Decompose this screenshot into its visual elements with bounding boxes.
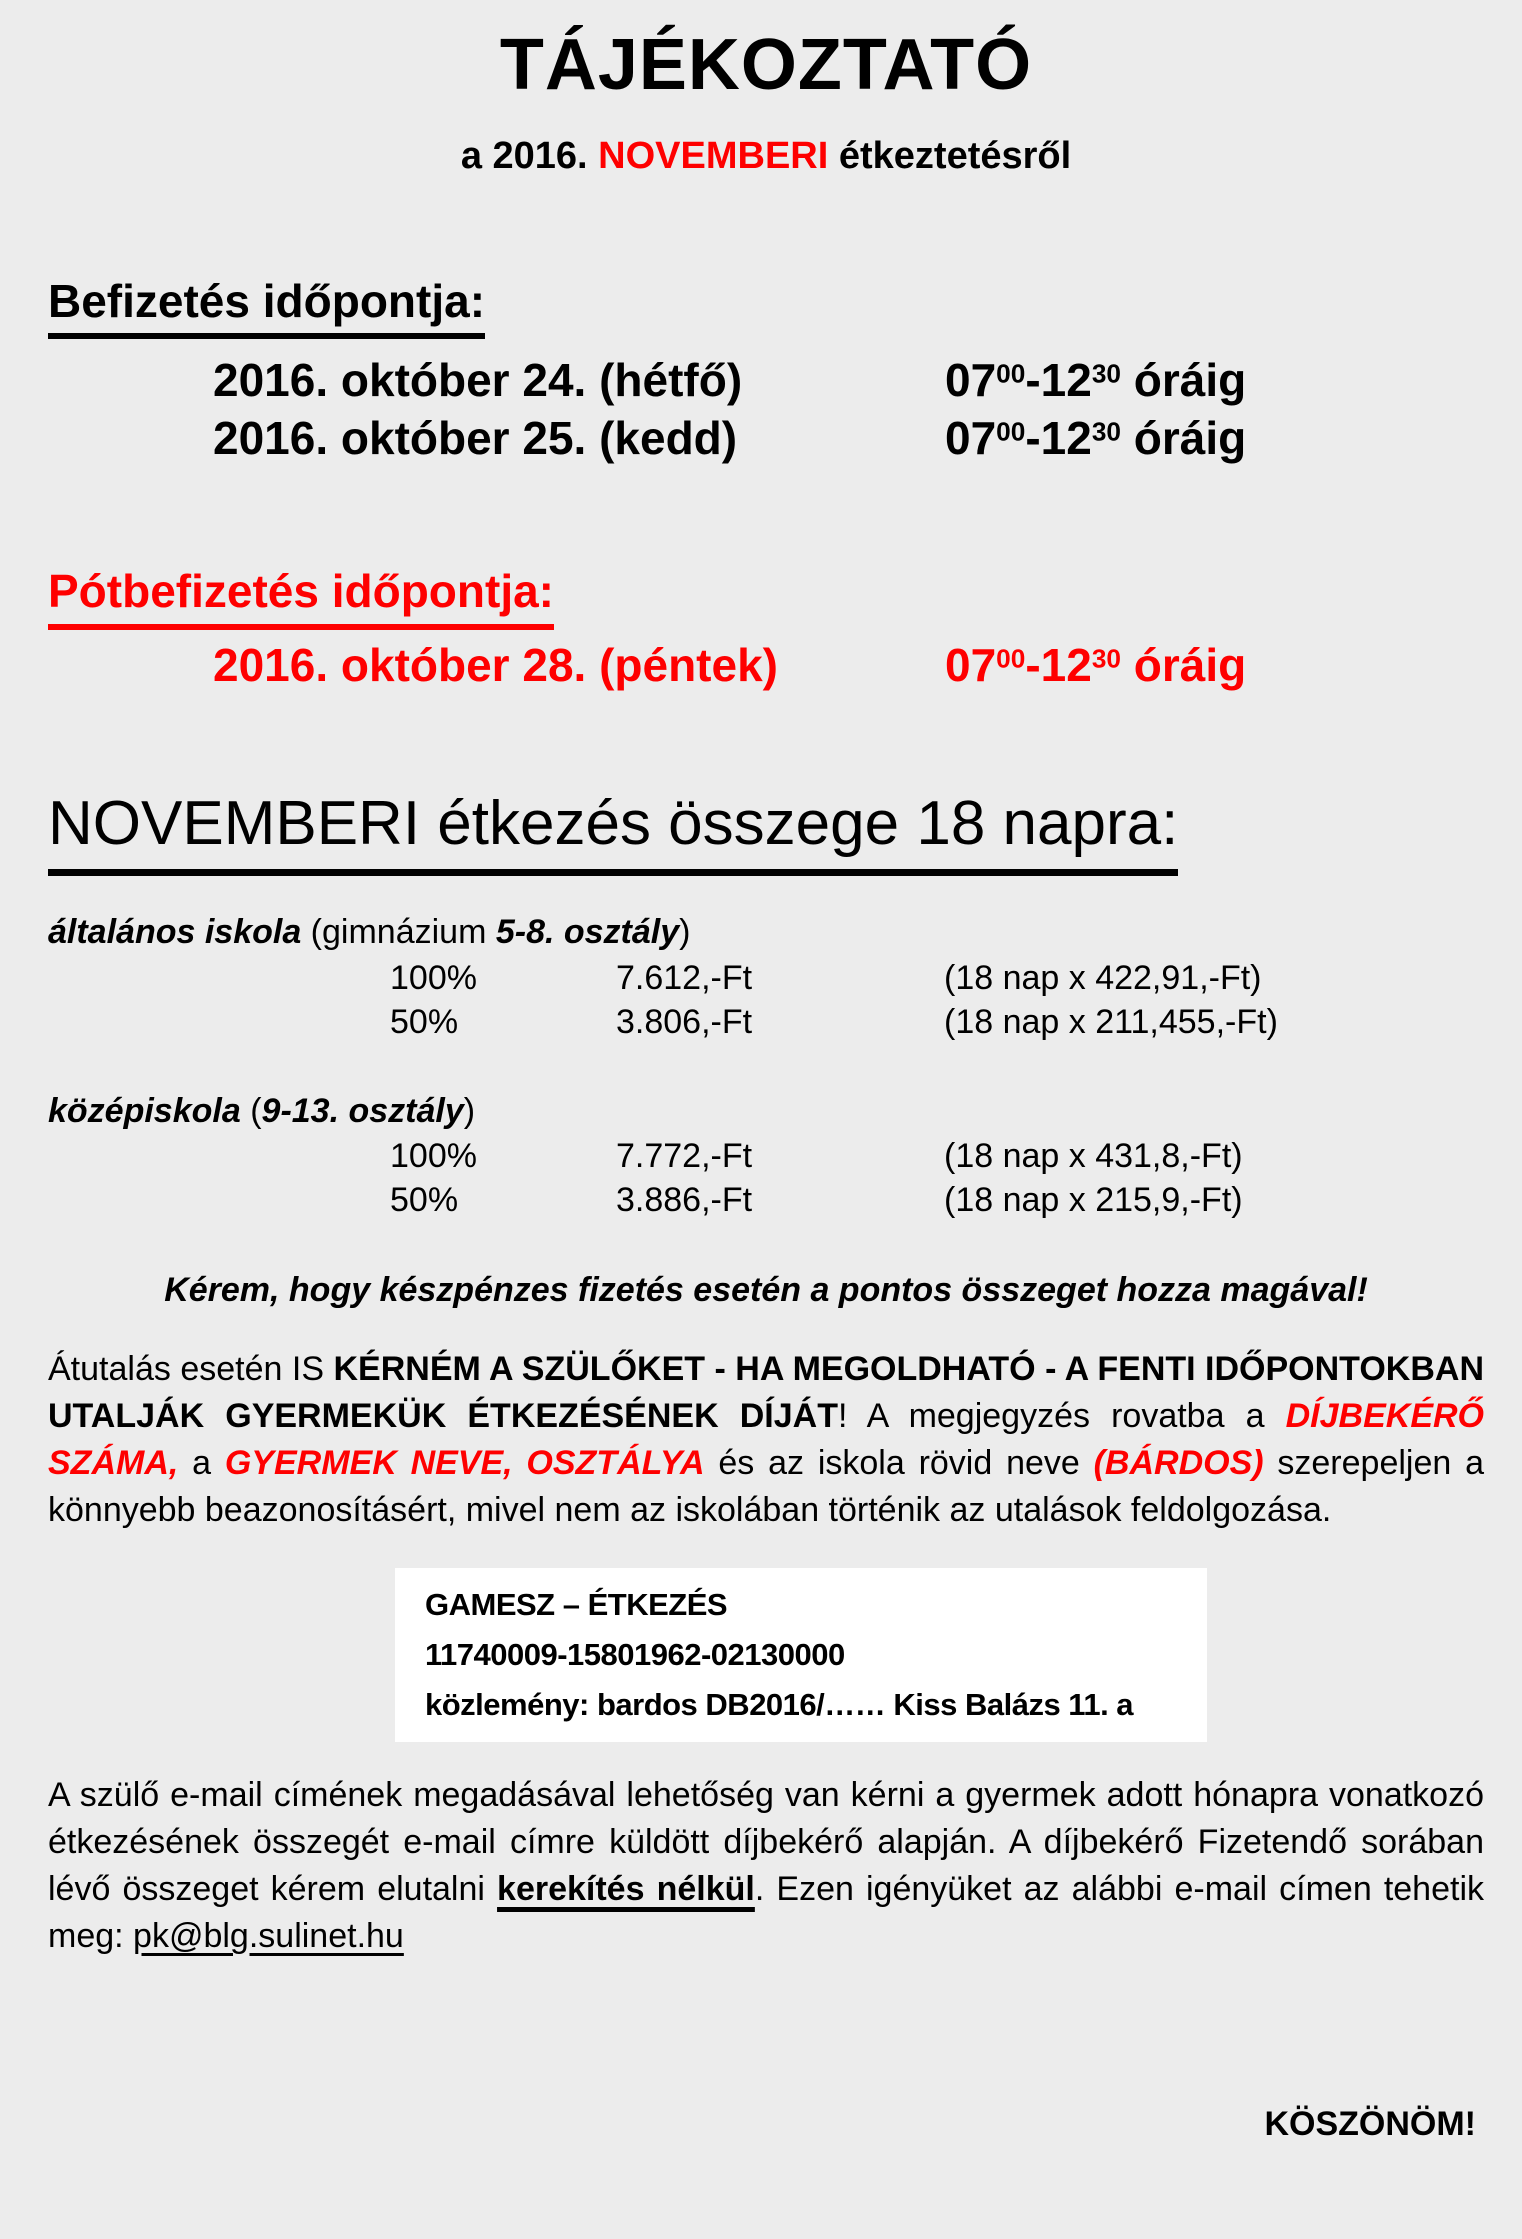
payment-heading: Befizetés időpontja:: [48, 274, 485, 339]
email-run: A szülő e-mail címének megadásával lehetőség van kérni a gyermek adott hónapra vonatkozó étkezésének összegét e-mail címre küldött díjbekérő alapján. A díjbekérő Fizetendő sorában lévő összeget kérem elutalni: [48, 1776, 1484, 1909]
amount-cell: 7.612,-Ft: [616, 958, 753, 997]
time-start-hours: 07: [945, 412, 997, 465]
transfer-run-bold: KÉRNÉM A SZÜLŐKET - HA MEGOLDHATÓ - A FENTI IDŐPONTOKBAN UTALJÁK GYERMEKÜK ÉTKEZÉSÉNEK DÍJÁT: [48, 1350, 1484, 1436]
school-name: általános iskola: [48, 912, 302, 951]
percent-cell: 100%: [390, 958, 477, 997]
bank-account-number: 11740009-15801962-02130000: [425, 1637, 845, 1673]
school-paren-pre: (gimnázium: [301, 912, 496, 951]
time-start-minutes-superscript: 00: [996, 642, 1026, 673]
amount-cell: 7.772,-Ft: [616, 1137, 753, 1176]
time-start-minutes-superscript: 00: [996, 358, 1026, 389]
payment-row: [48, 353, 1484, 411]
late-payment-date: 2016. október 28. (péntek): [213, 638, 778, 691]
school-short-name-highlight: (BÁRDOS): [1093, 1444, 1264, 1483]
meal-row: [48, 1137, 1484, 1181]
late-payment-row: [48, 638, 1484, 696]
late-payment-heading: Pótbefizetés időpontja:: [48, 564, 554, 629]
late-payment-time: [945, 638, 1246, 692]
meals-section: [48, 696, 1484, 1311]
school-group-elementary: [48, 912, 1484, 1047]
page-title: TÁJÉKOZTATÓ: [499, 25, 1033, 105]
time-start-hours: 07: [945, 354, 997, 407]
transfer-run: ! A megjegyzés rovatba a: [837, 1397, 1286, 1436]
school-grades: 9-13. osztály: [261, 1091, 464, 1130]
meal-row: [48, 1181, 1484, 1225]
meals-heading: NOVEMBERI étkezés összege 18 napra:: [48, 788, 1178, 876]
transfer-run: a: [178, 1444, 225, 1483]
email-run: . Ezen igényüket az alábbi e-mail címen tehetik meg:: [48, 1870, 1484, 1956]
payment-time: [945, 353, 1246, 407]
time-end-minutes-superscript: 30: [1091, 358, 1121, 389]
school-name: középiskola: [48, 1091, 241, 1130]
calculation-cell: (18 nap x 431,8,-Ft): [944, 1137, 1243, 1176]
amount-cell: 3.886,-Ft: [616, 1181, 753, 1220]
time-end-hours: -12: [1025, 638, 1092, 691]
time-end-hours: -12: [1025, 412, 1092, 465]
meal-row: [48, 959, 1484, 1003]
bank-recipient-line: GAMESZ – ÉTKEZÉS: [425, 1587, 728, 1623]
calculation-cell: (18 nap x 422,91,-Ft): [944, 958, 1262, 997]
time-suffix: óráig: [1121, 412, 1247, 465]
time-end-hours: -12: [1025, 354, 1092, 407]
school-group-secondary: [48, 1091, 1484, 1226]
late-payment-section: [48, 564, 1484, 695]
time-start-hours: 07: [945, 638, 997, 691]
time-start-minutes-superscript: 00: [996, 416, 1026, 447]
payment-time: [945, 411, 1246, 465]
time-end-minutes-superscript: 30: [1091, 416, 1121, 447]
meal-row: [48, 1003, 1484, 1047]
time-suffix: óráig: [1121, 354, 1247, 407]
school-paren-post: ): [463, 1091, 476, 1130]
school-grades: 5-8. osztály: [495, 912, 680, 951]
late-payment-schedule: [48, 638, 1484, 696]
email-link[interactable]: pk@blg.sulinet.hu: [133, 1917, 404, 1956]
closing-thanks: KÖSZÖNÖM!: [1264, 2105, 1476, 2144]
transfer-paragraph: [48, 1346, 1484, 1534]
payment-row: [48, 411, 1484, 469]
meal-rows: [48, 1137, 1484, 1225]
transfer-run: és az iskola rövid neve: [704, 1444, 1094, 1483]
payment-date: 2016. október 24. (hétfő): [213, 354, 743, 407]
calculation-cell: (18 nap x 215,9,-Ft): [944, 1181, 1243, 1220]
payment-date: 2016. október 25. (kedd): [213, 412, 738, 465]
amount-cell: 3.806,-Ft: [616, 1002, 753, 1041]
percent-cell: 100%: [390, 1137, 477, 1176]
cash-payment-note: Kérem, hogy készpénzes fizetés esetén a pontos összeget hozza magával!: [164, 1271, 1368, 1310]
email-paragraph: [48, 1772, 1484, 1960]
subtitle-post: étkeztetésről: [828, 135, 1072, 178]
school-group-label: [48, 912, 1484, 953]
school-paren-pre: (: [240, 1091, 262, 1130]
child-name-highlight: GYERMEK NEVE, OSZTÁLYA: [224, 1444, 705, 1483]
no-rounding-highlight: kerekítés nélkül: [497, 1870, 755, 1909]
school-paren-post: ): [679, 912, 691, 951]
percent-cell: 50%: [390, 1002, 459, 1041]
payment-schedule: [48, 353, 1484, 469]
school-group-label: [48, 1091, 1484, 1132]
percent-cell: 50%: [390, 1181, 459, 1220]
bank-info-box: [395, 1568, 1207, 1742]
subtitle-month-highlight: NOVEMBERI: [598, 135, 829, 178]
subtitle-pre: a 2016.: [460, 135, 599, 178]
transfer-run: szerepeljen a könnyebb beazonosításért, mivel nem az iskolában történik az utalások feldolgozása.: [48, 1444, 1485, 1530]
meal-rows: [48, 959, 1484, 1047]
subtitle: [48, 135, 1484, 178]
time-suffix: óráig: [1121, 638, 1247, 691]
transfer-run: Átutalás esetén IS: [48, 1350, 334, 1389]
invoice-number-highlight: DÍJBEKÉRŐ SZÁMA,: [48, 1397, 1484, 1483]
calculation-cell: (18 nap x 211,455,-Ft): [944, 1002, 1278, 1041]
bank-memo-line: közlemény: bardos DB2016/…… Kiss Balázs 11. a: [425, 1687, 1134, 1723]
payment-section: [48, 274, 1484, 469]
time-end-minutes-superscript: 30: [1091, 642, 1121, 673]
